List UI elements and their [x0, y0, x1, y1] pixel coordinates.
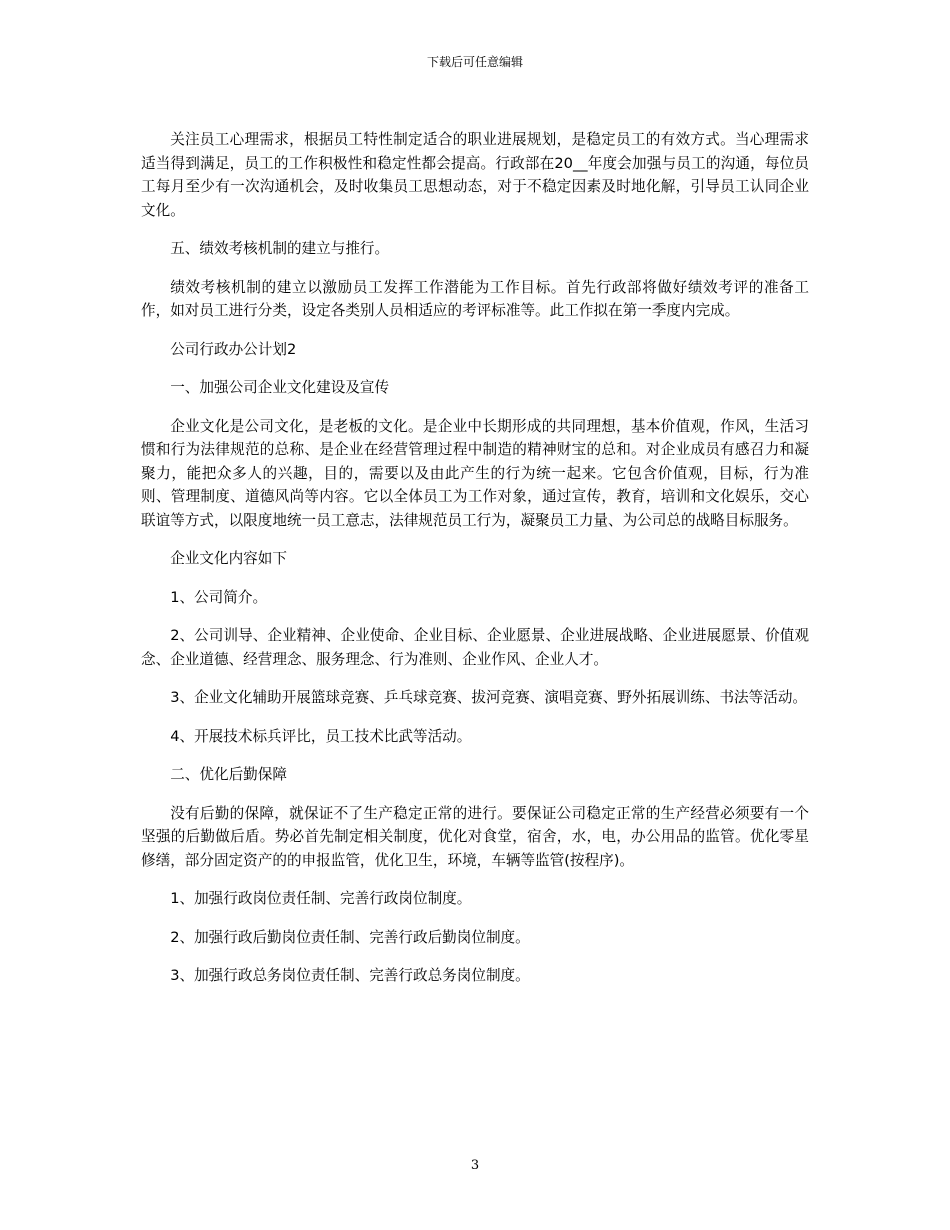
document-body: [141, 128, 809, 1003]
paragraph-employee-psychology: 关注员工心理需求，根据员工特性制定适合的职业进展规划，是稳定员工的有效方式。当心理需求适当得到满足，员工的工作积极性和稳定性都会提高。行政部在20__年度会加强与员工的沟通，每位员工每月至少有一次沟通机会，及时收集员工思想动态，对于不稳定因素及时地化解，引导员工认同企业文化。: [141, 131, 809, 219]
paragraph-corporate-culture: 企业文化是公司文化，是老板的文化。是企业中长期形成的共同理想，基本价值观，作风，生活习惯和行为法律规范的总称、是企业在经营管理过程中制造的精神财宝的总和。对企业成员有感召力和凝聚力，能把众多人的兴趣，目的，需要以及由此产生的行为统一起来。它包含价值观，目标，行为准则、管理制度、道德风尚等内容。它以全体员工为工作对象，通过宣传，教育，培训和文化娱乐，交心联谊等方式，以限度地统一员工意志，法律规范员工行为，凝聚员工力量、为公司总的战略目标服务。: [141, 417, 809, 529]
section-title-plan-2: 公司行政办公计划2: [170, 340, 297, 358]
list-item-logistics-3: 3、加强行政总务岗位责任制、完善行政总务岗位制度。: [170, 967, 530, 984]
list-item-culture-1: 1、公司简介。: [170, 588, 268, 606]
paragraph-culture-contents-intro: 企业文化内容如下: [170, 550, 287, 567]
heading-performance-mechanism: 五、绩效考核机制的建立与推行。: [170, 240, 390, 257]
list-item-culture-4: 4、开展技术标兵评比，员工技术比武等活动。: [170, 727, 472, 745]
paragraph-performance-mechanism: 绩效考核机制的建立以激励员工发挥工作潜能为工作目标。首先行政部将做好绩效考评的准备工作，如对员工进行分类，设定各类别人员相适应的考评标准等。此工作拟在第一季度内完成。: [141, 278, 809, 319]
list-item-logistics-2: 2、加强行政后勤岗位责任制、完善行政后勤岗位制度。: [170, 928, 530, 946]
list-item-culture-3: 3、企业文化辅助开展篮球竞赛、乒乓球竞赛、拔河竞赛、演唱竞赛、野外拓展训练、书法等活动。: [170, 689, 808, 706]
page-number: 3: [470, 1158, 480, 1173]
list-item-culture-2: 2、公司训导、企业精神、企业使命、企业目标、企业愿景、企业进展战略、企业进展愿景、价值观念、企业道德、经营理念、服务理念、行为准则、企业作风、企业人才。: [141, 627, 809, 668]
paragraph-logistics: 没有后勤的保障，就保证不了生产稳定正常的进行。要保证公司稳定正常的生产经营必须要有一个坚强的后勤做后盾。势必首先制定相关制度，优化对食堂，宿舍，水，电，办公用品的监管。优化零星修缮，部分固定资产的的申报监管，优化卫生，环境，车辆等监管(按程序)。: [141, 804, 809, 869]
list-item-logistics-1: 1、加强行政岗位责任制、完善行政岗位制度。: [170, 890, 472, 907]
heading-corporate-culture: 一、加强公司企业文化建设及宣传: [170, 379, 390, 396]
page-header: 下载后可任意编辑: [426, 55, 523, 69]
heading-logistics: 二、优化后勤保障: [170, 766, 287, 783]
